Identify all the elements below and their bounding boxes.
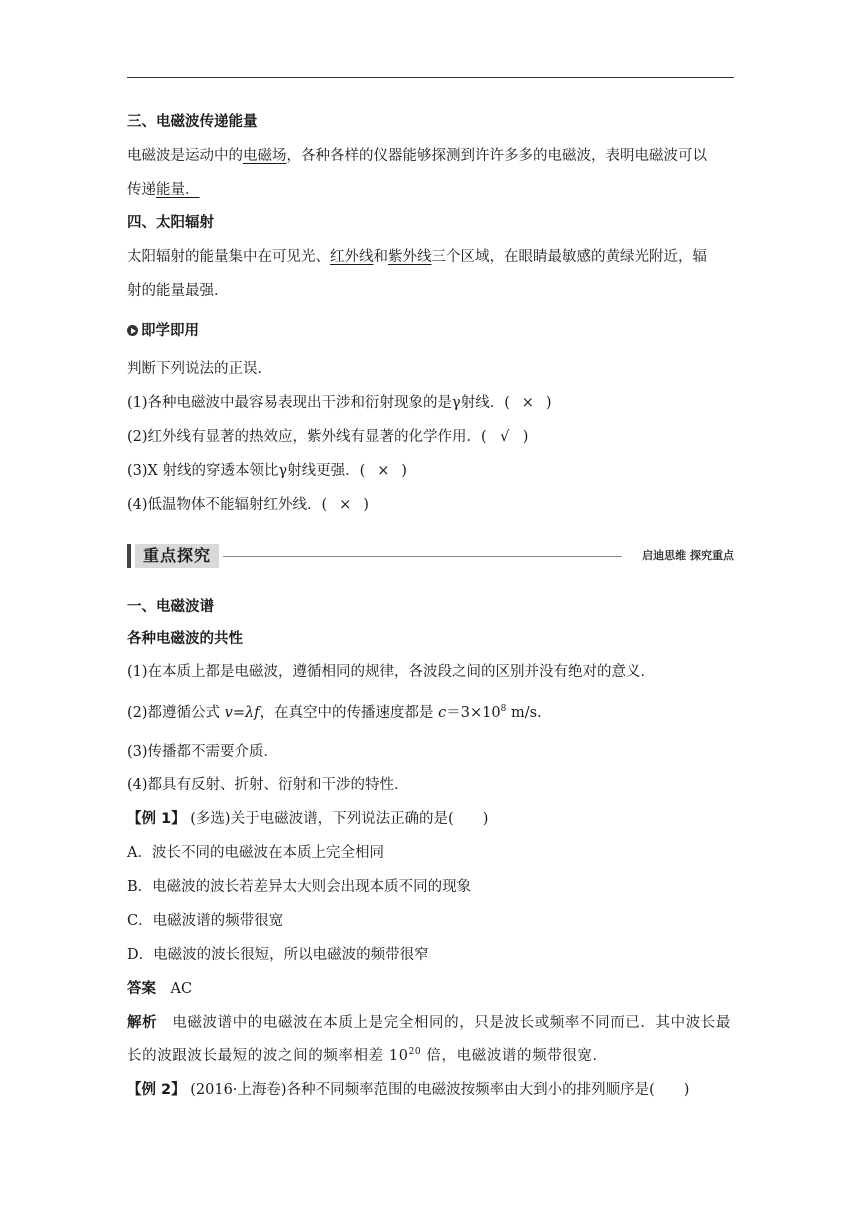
judgement-item: [127, 427, 767, 447]
judgement-mark: √: [500, 429, 510, 445]
example-tag: 【例 1】: [127, 811, 186, 827]
analysis-label: 解析: [127, 1015, 158, 1031]
banner-subtitle: 启迪思维 探究重点: [642, 549, 734, 562]
banner-accent-bar: [127, 544, 131, 568]
option-d: D．电磁波的波长很短，所以电磁波的频带很窄: [127, 947, 429, 963]
paragraph-continued: 射的能量最强．: [127, 283, 229, 299]
judgement-item: [127, 461, 767, 481]
exponent: 8: [500, 704, 507, 714]
judgement-item: [127, 393, 767, 413]
option-a: A．波长不同的电磁波在本质上完全相同: [127, 845, 384, 861]
question-text: (多选)关于电磁波谱，下列说法正确的是( ): [185, 811, 489, 827]
example-2-stem: [127, 1080, 767, 1100]
judgement-mark: ×: [521, 395, 534, 411]
paragraph-continued: [127, 180, 767, 200]
symbol: c: [438, 705, 447, 721]
text: (2)都遵循公式: [127, 705, 225, 721]
text: 三个区域，在眼睛最敏感的黄绿光附近，辐: [431, 249, 707, 265]
analysis-text: 倍，电磁波谱的频带很宽．: [421, 1048, 608, 1064]
section-heading-solar: 四、太阳辐射: [127, 215, 214, 231]
underlined-term: 紫外线: [388, 249, 432, 265]
text: ，各种各样的仪器能够探测到许许多多的电磁波，表明电磁波可以: [286, 148, 707, 164]
commonality-point: (3)传播都不需要介质．: [127, 744, 279, 760]
analysis-line: [127, 1046, 767, 1066]
commonality-point: (4)都具有反射、折射、衍射和干涉的特性．: [127, 777, 409, 793]
item-text: (1)各种电磁波中最容易表现出干涉和衍射现象的是γ射线．(: [127, 395, 510, 411]
banner-title: 重点探究: [135, 544, 219, 568]
answer-label: 答案: [127, 981, 156, 997]
underlined-term: 红外线: [330, 249, 374, 265]
text: m/s.: [506, 705, 542, 721]
section-banner: [127, 544, 734, 568]
paragraph: [127, 247, 767, 267]
exponent: 20: [408, 1047, 422, 1057]
analysis-text: 电磁波谱中的电磁波在本质上是完全相同的，只是波长或频率不同而已．其中波长最: [172, 1015, 732, 1031]
analysis-text: 长的波跟波长最短的波之间的频率相差 10: [127, 1048, 409, 1064]
section-heading-spectrum: 一、电磁波谱: [127, 599, 214, 615]
commonality-point: [127, 703, 767, 723]
paren: ): [522, 429, 529, 445]
judgement-mark: ×: [339, 497, 352, 513]
underlined-term: 能量．: [156, 182, 200, 198]
paren: ): [401, 463, 407, 479]
commonality-point: (1)在本质上都是电磁波，遵循相同的规律，各波段之间的区别并没有绝对的意义．: [127, 664, 656, 680]
example-1-stem: [127, 809, 767, 829]
example-tag: 【例 2】: [127, 1082, 186, 1098]
subheading-commonality: 各种电磁波的共性: [127, 631, 243, 647]
text: ＝3×10: [446, 705, 501, 721]
formula: v=λf: [224, 705, 260, 721]
option-c: C．电磁波谱的频带很宽: [127, 913, 284, 929]
quick-use-heading: [127, 321, 767, 341]
item-text: (4)低温物体不能辐射红外线．(: [127, 497, 328, 513]
heading-text: 即学即用: [141, 323, 199, 339]
header-rule: [127, 77, 734, 78]
text: ，在真空中的传播速度都是: [259, 705, 439, 721]
paren: ): [363, 497, 369, 513]
answer-line: [127, 979, 767, 999]
play-circle-icon: [127, 325, 138, 336]
quick-intro: 判断下列说法的正误．: [127, 361, 272, 377]
section-heading-energy: 三、电磁波传递能量: [127, 114, 258, 130]
option-b: B．电磁波的波长若差异太大则会出现本质不同的现象: [127, 879, 472, 895]
item-text: (2)红外线有显著的热效应，紫外线有显著的化学作用．(: [127, 429, 487, 445]
paren: ): [545, 395, 552, 411]
banner-rule: [223, 556, 622, 557]
text: 和: [373, 249, 388, 265]
text: 传递: [127, 182, 156, 198]
analysis-line: [127, 1013, 767, 1033]
judgement-item: [127, 495, 767, 515]
question-text: (2016·上海卷)各种不同频率范围的电磁波按频率由大到小的排列顺序是( ): [185, 1082, 690, 1098]
text: 太阳辐射的能量集中在可见光、: [127, 249, 330, 265]
judgement-mark: ×: [377, 463, 390, 479]
paragraph: [127, 146, 767, 166]
underlined-term: 电磁场: [243, 148, 287, 164]
answer-value: AC: [170, 981, 193, 997]
text: 电磁波是运动中的: [127, 148, 243, 164]
item-text: (3)X 射线的穿透本领比γ射线更强．(: [127, 463, 366, 479]
